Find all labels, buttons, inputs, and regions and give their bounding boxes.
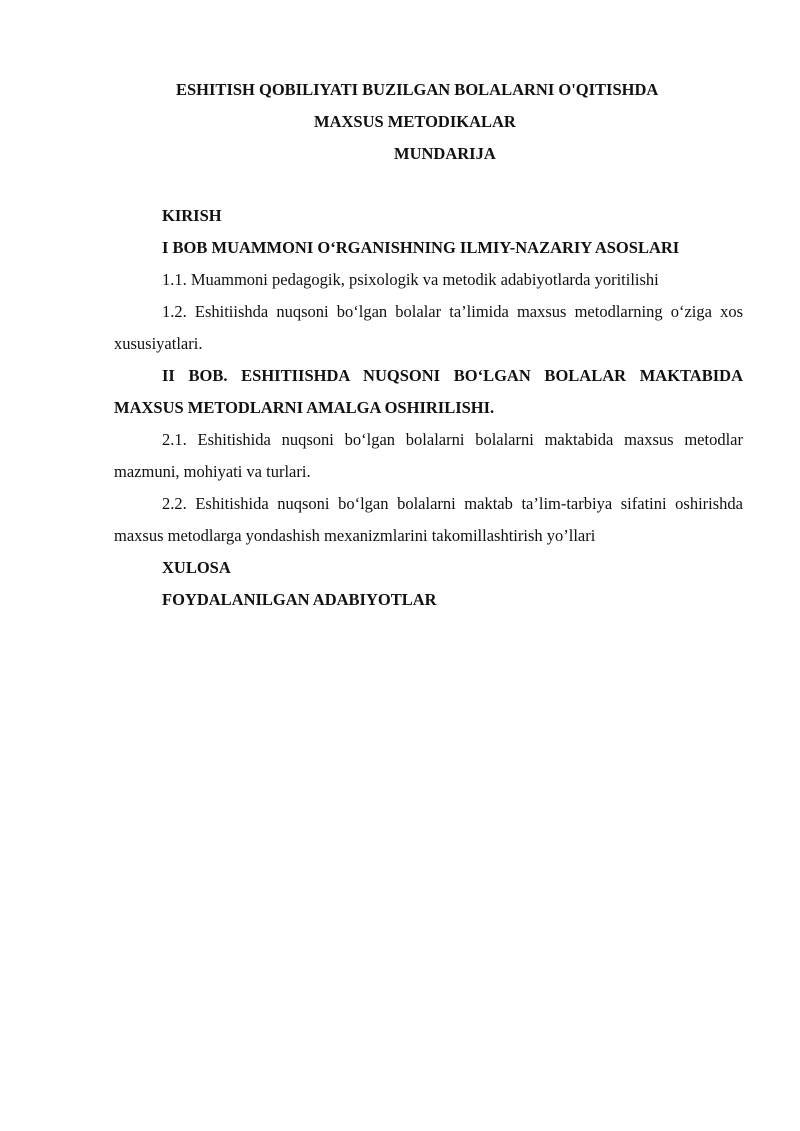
toc-entry-chapter-2: II BOB. ESHITIISHDA NUQSONI BO‘LGAN BOLALAR MAKTABIDA MAXSUS METODLARNI AMALGA OSHIRILISHI. xyxy=(114,366,743,417)
document-title-line-2: MAXSUS METODIKALAR xyxy=(314,112,516,131)
toc-entry-chapter-1: I BOB MUAMMONI O‘RGANISHNING ILMIY-NAZARIY ASOSLARI xyxy=(162,238,680,257)
toc-entry-section-2-2: 2.2. Eshitishida nuqsoni bo‘lgan bolalarni maktab ta’lim-tarbiya sifatini oshirishda maxsus metodlarga yondashish mexanizmlarini takomillashtirish yo’llari xyxy=(114,494,743,545)
toc-entry-references: FOYDALANILGAN ADABIYOTLAR xyxy=(162,590,437,609)
toc-heading: MUNDARIJA xyxy=(394,144,496,163)
toc-entry-section-1-2: 1.2. Eshitiishda nuqsoni bo‘lgan bolalar ta’limida maxsus metodlarning o‘ziga xos xususiyatlari. xyxy=(114,302,743,353)
toc-entry-section-2-1: 2.1. Eshitishida nuqsoni bo‘lgan bolalarni bolalarni maktabida maxsus metodlar mazmuni, mohiyati va turlari. xyxy=(114,430,743,481)
document-content xyxy=(114,74,743,616)
spacer xyxy=(114,170,743,200)
document-title-line-1: ESHITISH QOBILIYATI BUZILGAN BOLALARNI O'QITISHDA xyxy=(176,80,659,99)
toc-entry-section-1-1: 1.1. Muammoni pedagogik, psixologik va metodik adabiyotlarda yoritilishi xyxy=(162,270,659,289)
toc-entry-intro: KIRISH xyxy=(162,206,222,225)
toc-entry-conclusion: XULOSA xyxy=(162,558,231,577)
